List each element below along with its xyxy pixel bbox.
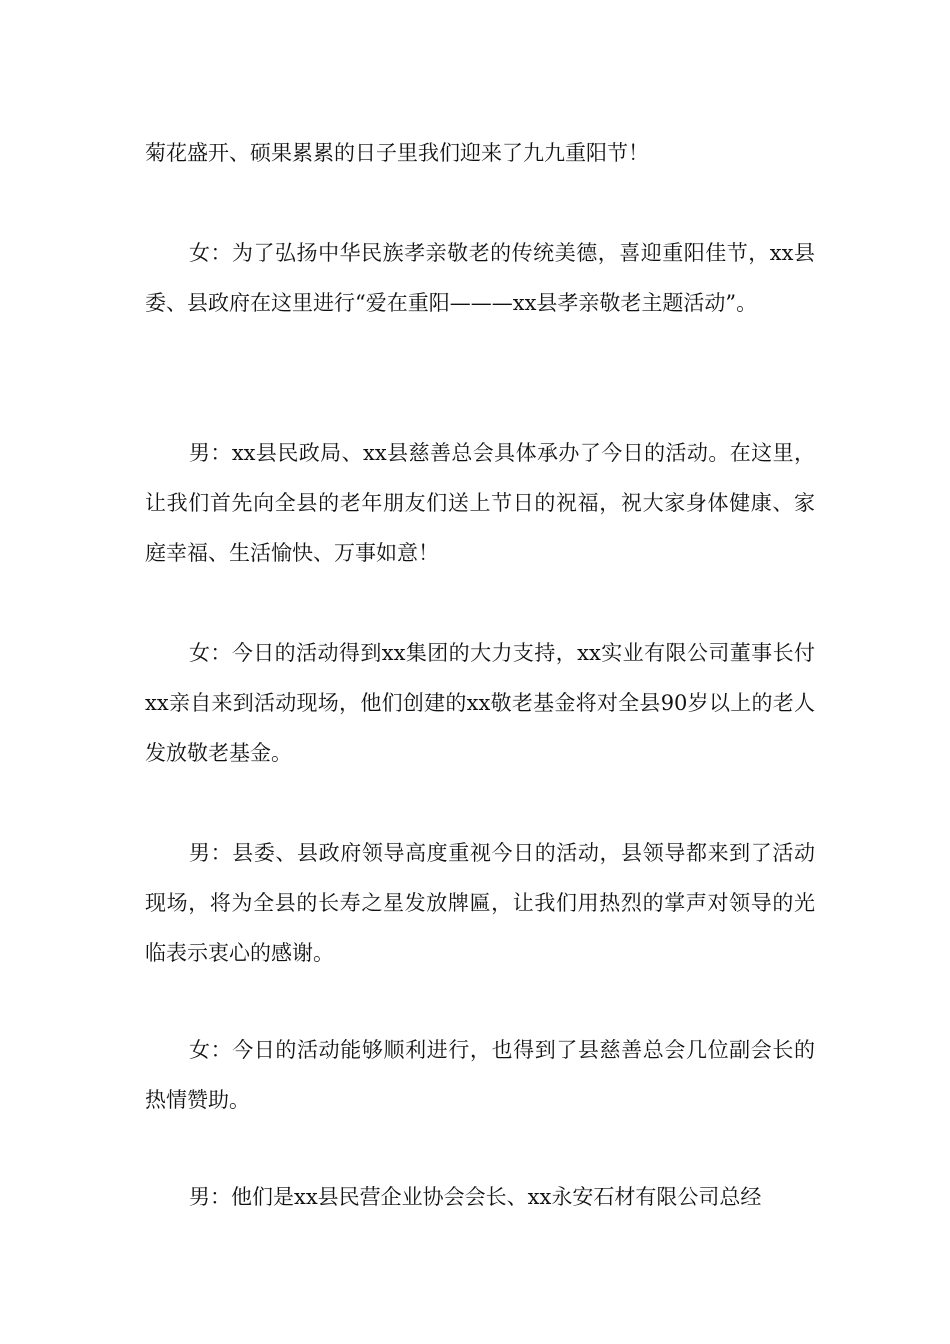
paragraph-opening: 菊花盛开、硕果累累的日子里我们迎来了九九重阳节！	[145, 141, 649, 165]
paragraph-male-2: 男：县委、县政府领导高度重视今日的活动，县领导都来到了活动现场，将为全县的长寿之星发放牌匾，让我们用热烈的掌声对领导的光临表示衷心的感谢。	[145, 841, 815, 965]
paragraph-female-3: 女：今日的活动能够顺利进行，也得到了县慈善总会几位副会长的热情赞助。	[145, 1038, 815, 1112]
paragraph-female-2: 女：今日的活动得到xx集团的大力支持，xx实业有限公司董事长付xx亲自来到活动现场，他们创建的xx敬老基金将对全县90岁以上的老人发放敬老基金。	[145, 641, 815, 765]
paragraph-female-1: 女：为了弘扬中华民族孝亲敬老的传统美德，喜迎重阳佳节，xx县委、县政府在这里进行“爱在重阳———xx县孝亲敬老主题活动”。	[145, 241, 815, 315]
paragraph-male-1: 男：xx县民政局、xx县慈善总会具体承办了今日的活动。在这里，让我们首先向全县的老年朋友们送上节日的祝福，祝大家身体健康、家庭幸福、生活愉快、万事如意！	[145, 441, 815, 565]
paragraph-male-3: 男：他们是xx县民营企业协会会长、xx永安石材有限公司总经	[189, 1185, 762, 1209]
